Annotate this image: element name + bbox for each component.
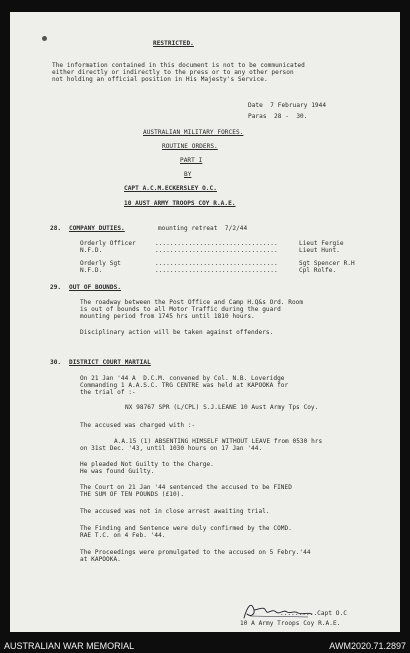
plea-line-2: He was found Guilty. xyxy=(80,468,155,475)
para-30-number: 30. xyxy=(50,359,62,366)
signature-unit: 10 A Army Troops Coy R.A.E. xyxy=(240,620,341,627)
duty-dots: ................................. xyxy=(155,260,278,267)
footer-institution: AUSTRALIAN WAR MEMORIAL xyxy=(4,641,135,651)
para-29-action: Disciplinary action will be taken against offenders. xyxy=(80,329,274,336)
punch-hole xyxy=(42,36,47,41)
charge-line-1: A.A.15 (1) ABSENTING HIMSELF WITHOUT LEAVE from 0530 hrs xyxy=(114,438,323,445)
orders-title: ROUTINE ORDERS. xyxy=(162,143,218,150)
arrest-line: The accused was not in close arrest awaiting trial. xyxy=(80,508,270,515)
para-29-body-2: is out of bounds to all Motor Traffic during the guard xyxy=(80,306,281,313)
duty-person: Lieut Fergie xyxy=(299,240,344,247)
document-page xyxy=(10,12,400,632)
para-30-intro-3: the trial of :- xyxy=(80,389,136,396)
signature-dots: ..........Capt O.C xyxy=(280,610,347,617)
para-30-intro-2: Commanding 1 A.A.S.C. TRG CENTRE was held at KAPOOKA for xyxy=(80,382,289,389)
promulgated-line-2: at KAPOOKA. xyxy=(80,556,121,563)
para-29-heading: OUT OF BOUNDS. xyxy=(69,284,122,291)
para-29-body-1: The roadway between the Post Office and Camp H.Q&s Ord. Room xyxy=(80,299,304,306)
duty-dots: ................................. xyxy=(155,267,278,274)
by-line: BY xyxy=(184,171,192,178)
paras-line: Paras 28 - 30. xyxy=(248,113,308,120)
archive-footer xyxy=(0,641,410,653)
para-30-heading: DISTRICT COURT MARTIAL xyxy=(69,359,151,366)
charge-line-2: on 31st Dec. '43, until 1030 hours on 17 Jan '44. xyxy=(80,445,263,452)
duty-person: Lieut Hunt. xyxy=(299,247,340,254)
sentence-line-2: THE SUM OF TEN POUNDS (£10). xyxy=(80,491,185,498)
notice-line-1: The information contained in this document is not to be communicated xyxy=(52,62,305,69)
notice-line-2: either directly or indirectly to the press or to any other person xyxy=(52,69,294,76)
duty-role: Orderly Sgt xyxy=(80,260,121,267)
promulgated-line-1: The Proceedings were promulgated to the accused on 5 Febry.'44 xyxy=(80,549,311,556)
unit-line: 10 AUST ARMY TROOPS COY R.A.E. xyxy=(124,200,236,207)
duty-role: N.F.D. xyxy=(80,267,103,274)
para-29-body-3: mounting period from 1745 hrs until 1810 hours. xyxy=(80,313,255,320)
para-28-subheading: mounting retreat 7/2/44 xyxy=(158,225,248,232)
confirm-line-2: RAE T.C. on 4 Feb. '44. xyxy=(80,532,166,539)
org-heading: AUSTRALIAN MILITARY FORCES. xyxy=(143,129,244,136)
footer-accession-id: AWM2020.71.2897 xyxy=(329,641,406,651)
plea-line-1: He pleaded Not Guilty to the Charge. xyxy=(80,461,214,468)
notice-line-3: not holding an official position in His Majesty's Service. xyxy=(52,76,268,83)
duty-person: Sgt Spencer R.H xyxy=(299,260,355,267)
sentence-line-1: The Court on 21 Jan '44 sentenced the accused to be FINED xyxy=(80,484,292,491)
para-29-number: 29. xyxy=(50,284,62,291)
duty-dots: ................................. xyxy=(155,247,278,254)
confirm-line-1: The Finding and Sentence were duly confirmed by the COMD. xyxy=(80,525,292,532)
classification-heading: RESTRICTED. xyxy=(153,40,194,47)
duty-role: N.F.D. xyxy=(80,247,103,254)
charged-line: The accused was charged with :- xyxy=(80,422,196,429)
accused-line: NX 98767 SPR (L/CPL) S.J.LEANE 10 Aust Army Tps Coy. xyxy=(125,404,319,411)
part-heading: PART I xyxy=(180,157,203,164)
date-line: Date 7 February 1944 xyxy=(248,102,327,109)
para-28-heading: COMPANY DUTIES. xyxy=(69,225,125,232)
para-28-number: 28. xyxy=(50,225,62,232)
duty-person: Cpl Rolfe. xyxy=(299,267,337,274)
duty-dots: ................................. xyxy=(155,240,278,247)
officer-line: CAPT A.C.M.ECKERSLEY O.C. xyxy=(124,185,217,192)
para-30-intro-1: On 21 Jan '44 A D.C.M. convened by Col. N.B. Loveridge xyxy=(80,375,285,382)
duty-role: Orderly Officer xyxy=(80,240,136,247)
